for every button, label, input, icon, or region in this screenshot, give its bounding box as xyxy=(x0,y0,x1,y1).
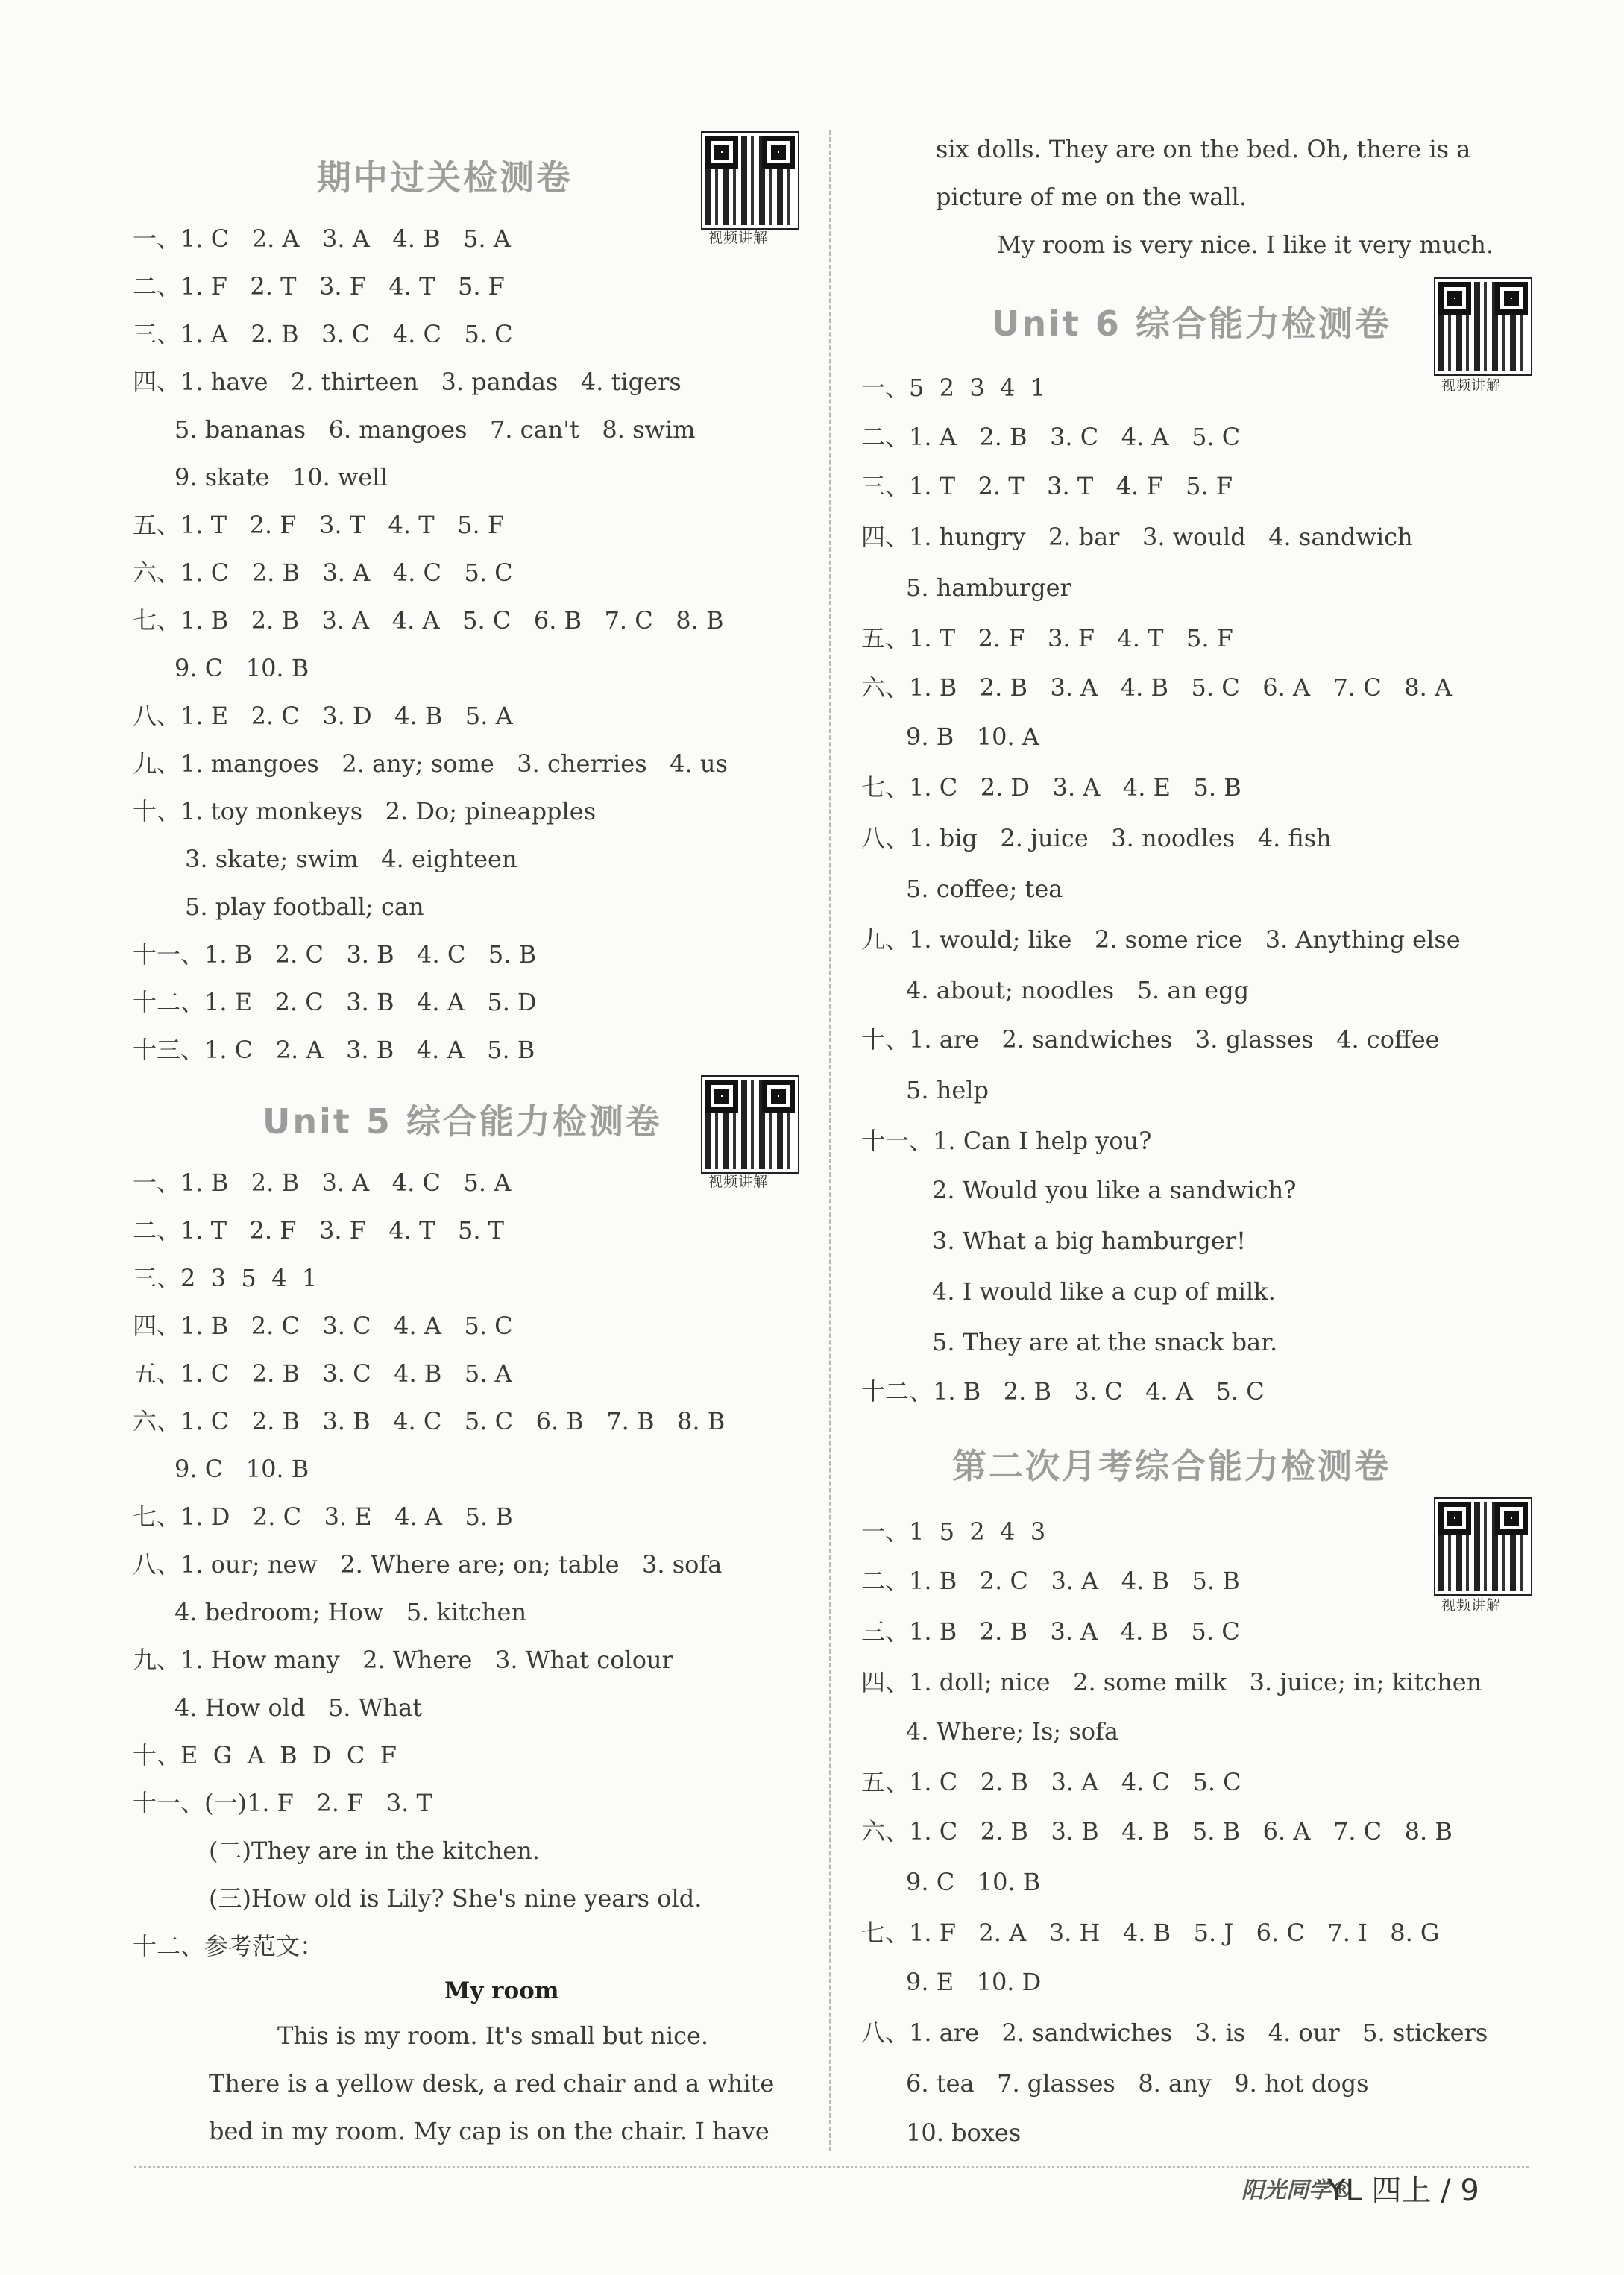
answer-line: 九、1. How many 2. Where 3. What colour xyxy=(133,1646,673,1674)
answer-line: 一、1. C 2. A 3. A 4. B 5. A xyxy=(133,224,511,253)
answer-line: 十一、1. B 2. C 3. B 4. C 5. B xyxy=(133,940,537,969)
answer-line: 四、1. have 2. thirteen 3. pandas 4. tigers xyxy=(133,368,682,396)
answer-line: 八、1. our; new 2. Where are; on; table 3. sofa xyxy=(133,1550,723,1579)
answer-line: 2. Would you like a sandwich? xyxy=(932,1176,1297,1204)
answer-line: 十、1. are 2. sandwiches 3. glasses 4. coffee xyxy=(861,1025,1440,1054)
answer-line: 4. bedroom; How 5. kitchen xyxy=(174,1598,527,1626)
section-title-unit5: Unit 5 综合能力检测卷 xyxy=(262,1101,662,1142)
answer-line: (二)They are in the kitchen. xyxy=(209,1837,540,1865)
answer-line: 七、1. B 2. B 3. A 4. A 5. C 6. B 7. C 8. B xyxy=(133,606,724,635)
essay-line: There is a yellow desk, a red chair and a white xyxy=(209,2069,775,2098)
answer-line: 4. I would like a cup of milk. xyxy=(932,1277,1276,1306)
answer-line: 二、1. A 2. B 3. C 4. A 5. C xyxy=(861,423,1241,451)
answer-line: 5. bananas 6. mangoes 7. can't 8. swim xyxy=(174,415,696,444)
answer-line: 9. C 10. B xyxy=(906,1868,1041,1896)
answer-line: 五、1. C 2. B 3. A 4. C 5. C xyxy=(861,1768,1241,1796)
answer-line: 4. Where; Is; sofa xyxy=(906,1717,1118,1746)
qr-caption: 视频讲解 xyxy=(1441,377,1502,394)
qr-caption: 视频讲解 xyxy=(708,230,769,246)
answer-line: 5. coffee; tea xyxy=(906,875,1063,903)
answer-line: 5. help xyxy=(906,1076,989,1104)
answer-line: 二、1. T 2. F 3. F 4. T 5. T xyxy=(133,1216,505,1245)
answer-line: 9. C 10. B xyxy=(174,1455,309,1483)
answer-line: 6. tea 7. glasses 8. any 9. hot dogs xyxy=(906,2069,1369,2098)
answer-line: 一、1. B 2. B 3. A 4. C 5. A xyxy=(133,1168,512,1197)
answer-line: 四、1. doll; nice 2. some milk 3. juice; in; kitchen xyxy=(861,1668,1482,1696)
brand-logo: 阳光同学® xyxy=(1241,2177,1353,2203)
essay-line: six dolls. They are on the bed. Oh, there is a xyxy=(936,135,1471,163)
answer-line: 4. about; noodles 5. an egg xyxy=(906,976,1250,1004)
answer-line: 一、5 2 3 4 1 xyxy=(861,374,1046,402)
answer-line: 十、E G A B D C F xyxy=(133,1741,397,1769)
answer-line: 七、1. C 2. D 3. A 4. E 5. B xyxy=(861,773,1241,802)
answer-line: (三)How old is Lily? She's nine years old. xyxy=(209,1884,702,1913)
answer-line: 五、1. T 2. F 3. T 4. T 5. F xyxy=(133,511,505,539)
section-title-unit6: Unit 6 综合能力检测卷 xyxy=(992,303,1391,344)
answer-line: 六、1. C 2. B 3. B 4. B 5. B 6. A 7. C 8. B xyxy=(861,1817,1453,1846)
qr-caption: 视频讲解 xyxy=(1441,1597,1502,1614)
answer-line: 三、1. A 2. B 3. C 4. C 5. C xyxy=(133,320,513,348)
essay-line: picture of me on the wall. xyxy=(936,183,1247,211)
footer-divider xyxy=(134,2166,1529,2168)
answer-line: 二、1. B 2. C 3. A 4. B 5. B xyxy=(861,1567,1240,1595)
qr-code-icon xyxy=(1435,279,1531,374)
answer-line: 十三、1. C 2. A 3. B 4. A 5. B xyxy=(133,1036,535,1064)
essay-line: bed in my room. My cap is on the chair. I have xyxy=(209,2117,769,2145)
answer-line: 9. skate 10. well xyxy=(174,463,388,491)
answer-line: 十一、(一)1. F 2. F 3. T xyxy=(133,1789,432,1817)
answer-line: 十一、1. Can I help you? xyxy=(861,1127,1152,1155)
answer-line: 八、1. E 2. C 3. D 4. B 5. A xyxy=(133,702,513,730)
answer-line: 十、1. toy monkeys 2. Do; pineapples xyxy=(133,797,597,825)
answer-line: 4. How old 5. What xyxy=(174,1693,423,1722)
column-divider xyxy=(829,130,831,2151)
answer-line: 四、1. hungry 2. bar 3. would 4. sandwich xyxy=(861,523,1413,551)
answer-line: 八、1. are 2. sandwiches 3. is 4. our 5. stickers xyxy=(861,2018,1488,2047)
answer-line: 5. hamburger xyxy=(906,573,1071,602)
answer-line: 六、1. B 2. B 3. A 4. B 5. C 6. A 7. C 8. A xyxy=(861,673,1453,702)
answer-line: 9. E 10. D xyxy=(906,1968,1042,1996)
page-number: YL 四上 / 9 xyxy=(1327,2174,1479,2208)
answer-line: 三、1. T 2. T 3. T 4. F 5. F xyxy=(861,472,1233,500)
qr-code-icon xyxy=(702,1077,798,1172)
answer-line: 3. skate; swim 4. eighteen xyxy=(185,845,517,873)
answer-line: 八、1. big 2. juice 3. noodles 4. fish xyxy=(861,824,1332,852)
answer-line: 七、1. D 2. C 3. E 4. A 5. B xyxy=(133,1502,513,1531)
answer-line: 四、1. B 2. C 3. C 4. A 5. C xyxy=(133,1312,513,1340)
answer-line: 九、1. would; like 2. some rice 3. Anything else xyxy=(861,925,1461,954)
qr-code-icon xyxy=(1435,1499,1531,1594)
answer-line: 三、2 3 5 4 1 xyxy=(133,1264,318,1292)
answer-line: 三、1. B 2. B 3. A 4. B 5. C xyxy=(861,1617,1240,1646)
answer-line: 9. C 10. B xyxy=(174,654,309,682)
qr-code-icon xyxy=(702,133,798,228)
answer-line: 10. boxes xyxy=(906,2118,1022,2147)
answer-line: 五、1. T 2. F 3. F 4. T 5. F xyxy=(861,624,1233,652)
answer-line: 3. What a big hamburger! xyxy=(932,1227,1246,1255)
essay-title: My room xyxy=(444,1977,559,2004)
answer-line: 六、1. C 2. B 3. B 4. C 5. C 6. B 7. B 8. B xyxy=(133,1407,726,1435)
answer-line: 五、1. C 2. B 3. C 4. B 5. A xyxy=(133,1359,512,1388)
answer-line: 十二、参考范文： xyxy=(133,1932,324,1960)
qr-caption: 视频讲解 xyxy=(708,1174,769,1190)
essay-line: My room is very nice. I like it very much. xyxy=(997,230,1494,259)
section-title-monthly-test: 第二次月考综合能力检测卷 xyxy=(952,1446,1391,1486)
essay-line: This is my room. It's small but nice. xyxy=(277,2021,709,2050)
answer-line: 十二、1. E 2. C 3. B 4. A 5. D xyxy=(133,988,537,1016)
answer-line: 一、1 5 2 4 3 xyxy=(861,1517,1046,1546)
section-title-midterm: 期中过关检测卷 xyxy=(317,157,573,198)
answer-line: 十二、1. B 2. B 3. C 4. A 5. C xyxy=(861,1377,1265,1406)
answer-line: 九、1. mangoes 2. any; some 3. cherries 4. us xyxy=(133,749,728,778)
answer-line: 9. B 10. A xyxy=(906,723,1039,751)
answer-line: 七、1. F 2. A 3. H 4. B 5. J 6. C 7. I 8. G xyxy=(861,1919,1440,1947)
answer-line: 六、1. C 2. B 3. A 4. C 5. C xyxy=(133,558,513,587)
answer-line: 5. play football; can xyxy=(185,893,424,921)
answer-line: 二、1. F 2. T 3. F 4. T 5. F xyxy=(133,272,505,300)
answer-line: 5. They are at the snack bar. xyxy=(932,1328,1278,1356)
